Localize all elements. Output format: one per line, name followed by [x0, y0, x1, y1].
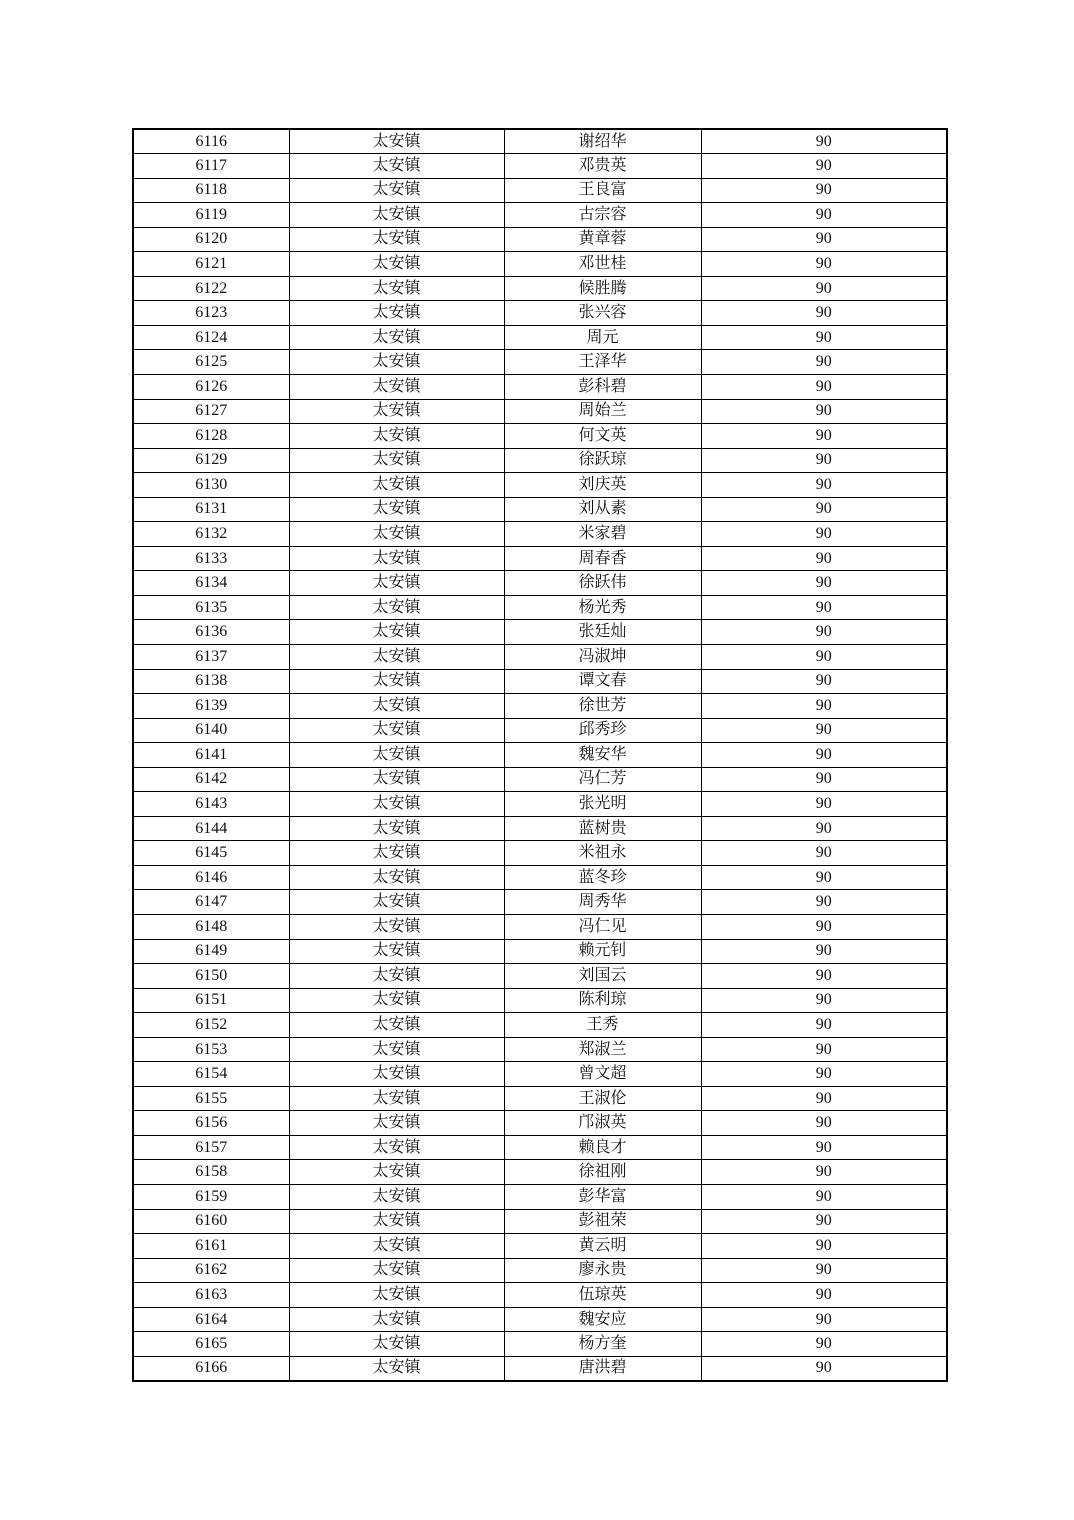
- table-row: [133, 1037, 947, 1062]
- town-cell: 太安镇: [289, 252, 504, 277]
- serial-number-cell: 6152: [133, 1013, 289, 1038]
- serial-number-cell: 6141: [133, 743, 289, 768]
- name-cell: 冯淑坤: [504, 644, 701, 669]
- name-cell: 徐跃琼: [504, 448, 701, 473]
- name-cell: 冯仁见: [504, 915, 701, 940]
- score-cell: 90: [701, 669, 947, 694]
- town-cell: 太安镇: [289, 178, 504, 203]
- town-cell: 太安镇: [289, 203, 504, 228]
- score-cell: 90: [701, 129, 947, 154]
- name-cell: 彭祖荣: [504, 1209, 701, 1234]
- serial-number-cell: 6157: [133, 1135, 289, 1160]
- score-cell: 90: [701, 522, 947, 547]
- score-cell: 90: [701, 767, 947, 792]
- score-cell: 90: [701, 988, 947, 1013]
- score-cell: 90: [701, 964, 947, 989]
- table-row: [133, 301, 947, 326]
- name-cell: 邱秀珍: [504, 718, 701, 743]
- name-cell: 唐洪碧: [504, 1356, 701, 1381]
- name-cell: 周秀华: [504, 890, 701, 915]
- name-cell: 魏安应: [504, 1307, 701, 1332]
- name-cell: 古宗容: [504, 203, 701, 228]
- town-cell: 太安镇: [289, 644, 504, 669]
- town-cell: 太安镇: [289, 743, 504, 768]
- serial-number-cell: 6164: [133, 1307, 289, 1332]
- town-cell: 太安镇: [289, 448, 504, 473]
- table-row: [133, 129, 947, 154]
- score-cell: 90: [701, 1160, 947, 1185]
- table-row: [133, 1283, 947, 1308]
- score-cell: 90: [701, 252, 947, 277]
- town-cell: 太安镇: [289, 154, 504, 179]
- town-cell: 太安镇: [289, 276, 504, 301]
- score-cell: 90: [701, 301, 947, 326]
- name-cell: 蓝树贵: [504, 816, 701, 841]
- town-cell: 太安镇: [289, 694, 504, 719]
- name-cell: 王秀: [504, 1013, 701, 1038]
- table-row: [133, 252, 947, 277]
- serial-number-cell: 6144: [133, 816, 289, 841]
- score-cell: 90: [701, 939, 947, 964]
- name-cell: 米家碧: [504, 522, 701, 547]
- table-row: [133, 1258, 947, 1283]
- serial-number-cell: 6165: [133, 1332, 289, 1357]
- town-cell: 太安镇: [289, 399, 504, 424]
- serial-number-cell: 6117: [133, 154, 289, 179]
- score-cell: 90: [701, 546, 947, 571]
- table-row: [133, 571, 947, 596]
- town-cell: 太安镇: [289, 374, 504, 399]
- table-row: [133, 497, 947, 522]
- table-row: [133, 1209, 947, 1234]
- score-cell: 90: [701, 399, 947, 424]
- serial-number-cell: 6129: [133, 448, 289, 473]
- town-cell: 太安镇: [289, 325, 504, 350]
- town-cell: 太安镇: [289, 939, 504, 964]
- score-cell: 90: [701, 694, 947, 719]
- score-cell: 90: [701, 1307, 947, 1332]
- table-row: [133, 227, 947, 252]
- serial-number-cell: 6123: [133, 301, 289, 326]
- town-cell: 太安镇: [289, 1160, 504, 1185]
- serial-number-cell: 6158: [133, 1160, 289, 1185]
- name-cell: 赖良才: [504, 1135, 701, 1160]
- name-cell: 张廷灿: [504, 620, 701, 645]
- table-row: [133, 939, 947, 964]
- table-row: [133, 1356, 947, 1381]
- name-cell: 彭科碧: [504, 374, 701, 399]
- table-row: [133, 1111, 947, 1136]
- town-cell: 太安镇: [289, 571, 504, 596]
- serial-number-cell: 6135: [133, 595, 289, 620]
- town-cell: 太安镇: [289, 669, 504, 694]
- town-cell: 太安镇: [289, 792, 504, 817]
- name-cell: 刘从素: [504, 497, 701, 522]
- town-cell: 太安镇: [289, 718, 504, 743]
- serial-number-cell: 6128: [133, 424, 289, 449]
- serial-number-cell: 6131: [133, 497, 289, 522]
- town-cell: 太安镇: [289, 1135, 504, 1160]
- name-cell: 冯仁芳: [504, 767, 701, 792]
- table-row: [133, 1086, 947, 1111]
- score-cell: 90: [701, 743, 947, 768]
- town-cell: 太安镇: [289, 816, 504, 841]
- town-cell: 太安镇: [289, 301, 504, 326]
- serial-number-cell: 6118: [133, 178, 289, 203]
- name-cell: 徐祖刚: [504, 1160, 701, 1185]
- serial-number-cell: 6139: [133, 694, 289, 719]
- town-cell: 太安镇: [289, 620, 504, 645]
- table-row: [133, 374, 947, 399]
- table-row: [133, 1185, 947, 1210]
- score-cell: 90: [701, 424, 947, 449]
- name-cell: 邓贵英: [504, 154, 701, 179]
- score-cell: 90: [701, 227, 947, 252]
- table-row: [133, 1062, 947, 1087]
- score-cell: 90: [701, 620, 947, 645]
- name-cell: 米祖永: [504, 841, 701, 866]
- serial-number-cell: 6159: [133, 1185, 289, 1210]
- serial-number-cell: 6149: [133, 939, 289, 964]
- town-cell: 太安镇: [289, 767, 504, 792]
- score-cell: 90: [701, 1062, 947, 1087]
- name-cell: 谭文春: [504, 669, 701, 694]
- score-cell: 90: [701, 325, 947, 350]
- serial-number-cell: 6134: [133, 571, 289, 596]
- score-cell: 90: [701, 1086, 947, 1111]
- name-cell: 王良富: [504, 178, 701, 203]
- town-cell: 太安镇: [289, 595, 504, 620]
- name-cell: 王淑伦: [504, 1086, 701, 1111]
- table-row: [133, 890, 947, 915]
- town-cell: 太安镇: [289, 1209, 504, 1234]
- score-cell: 90: [701, 1135, 947, 1160]
- name-cell: 彭华富: [504, 1185, 701, 1210]
- name-cell: 伍琼英: [504, 1283, 701, 1308]
- table-row: [133, 595, 947, 620]
- table-row: [133, 325, 947, 350]
- serial-number-cell: 6122: [133, 276, 289, 301]
- name-cell: 曾文超: [504, 1062, 701, 1087]
- table-row: [133, 203, 947, 228]
- table-row: [133, 1234, 947, 1259]
- serial-number-cell: 6151: [133, 988, 289, 1013]
- serial-number-cell: 6116: [133, 129, 289, 154]
- town-cell: 太安镇: [289, 988, 504, 1013]
- score-cell: 90: [701, 816, 947, 841]
- town-cell: 太安镇: [289, 890, 504, 915]
- name-cell: 周元: [504, 325, 701, 350]
- table-row: [133, 816, 947, 841]
- serial-number-cell: 6153: [133, 1037, 289, 1062]
- score-cell: 90: [701, 1258, 947, 1283]
- score-cell: 90: [701, 203, 947, 228]
- serial-number-cell: 6156: [133, 1111, 289, 1136]
- name-cell: 黄云明: [504, 1234, 701, 1259]
- serial-number-cell: 6127: [133, 399, 289, 424]
- table-row: [133, 767, 947, 792]
- town-cell: 太安镇: [289, 1234, 504, 1259]
- score-cell: 90: [701, 1185, 947, 1210]
- score-cell: 90: [701, 865, 947, 890]
- table-row: [133, 865, 947, 890]
- serial-number-cell: 6148: [133, 915, 289, 940]
- table-row: [133, 424, 947, 449]
- name-cell: 刘国云: [504, 964, 701, 989]
- name-cell: 张兴容: [504, 301, 701, 326]
- town-cell: 太安镇: [289, 1037, 504, 1062]
- name-cell: 杨方奎: [504, 1332, 701, 1357]
- name-cell: 刘庆英: [504, 473, 701, 498]
- score-cell: 90: [701, 1356, 947, 1381]
- town-cell: 太安镇: [289, 1258, 504, 1283]
- table-row: [133, 718, 947, 743]
- score-cell: 90: [701, 1332, 947, 1357]
- town-cell: 太安镇: [289, 424, 504, 449]
- town-cell: 太安镇: [289, 1062, 504, 1087]
- town-cell: 太安镇: [289, 915, 504, 940]
- table-row: [133, 1013, 947, 1038]
- name-cell: 杨光秀: [504, 595, 701, 620]
- table-row: [133, 841, 947, 866]
- score-cell: 90: [701, 1037, 947, 1062]
- serial-number-cell: 6133: [133, 546, 289, 571]
- name-cell: 黄章蓉: [504, 227, 701, 252]
- name-cell: 谢绍华: [504, 129, 701, 154]
- serial-number-cell: 6146: [133, 865, 289, 890]
- town-cell: 太安镇: [289, 546, 504, 571]
- score-table-body: [133, 129, 947, 1381]
- name-cell: 周春香: [504, 546, 701, 571]
- table-row: [133, 473, 947, 498]
- table-row: [133, 915, 947, 940]
- town-cell: 太安镇: [289, 841, 504, 866]
- town-cell: 太安镇: [289, 522, 504, 547]
- serial-number-cell: 6137: [133, 644, 289, 669]
- table-row: [133, 1332, 947, 1357]
- town-cell: 太安镇: [289, 350, 504, 375]
- town-cell: 太安镇: [289, 497, 504, 522]
- serial-number-cell: 6162: [133, 1258, 289, 1283]
- serial-number-cell: 6147: [133, 890, 289, 915]
- serial-number-cell: 6125: [133, 350, 289, 375]
- name-cell: 陈利琼: [504, 988, 701, 1013]
- serial-number-cell: 6160: [133, 1209, 289, 1234]
- score-cell: 90: [701, 1013, 947, 1038]
- name-cell: 王泽华: [504, 350, 701, 375]
- serial-number-cell: 6150: [133, 964, 289, 989]
- name-cell: 郑淑兰: [504, 1037, 701, 1062]
- town-cell: 太安镇: [289, 1283, 504, 1308]
- table-row: [133, 522, 947, 547]
- name-cell: 周始兰: [504, 399, 701, 424]
- score-cell: 90: [701, 792, 947, 817]
- table-row: [133, 448, 947, 473]
- score-cell: 90: [701, 1111, 947, 1136]
- serial-number-cell: 6154: [133, 1062, 289, 1087]
- table-row: [133, 792, 947, 817]
- table-row: [133, 1135, 947, 1160]
- name-cell: 赖元钊: [504, 939, 701, 964]
- table-row: [133, 644, 947, 669]
- town-cell: 太安镇: [289, 1086, 504, 1111]
- serial-number-cell: 6124: [133, 325, 289, 350]
- table-row: [133, 546, 947, 571]
- table-row: [133, 964, 947, 989]
- serial-number-cell: 6130: [133, 473, 289, 498]
- score-cell: 90: [701, 571, 947, 596]
- table-row: [133, 743, 947, 768]
- serial-number-cell: 6143: [133, 792, 289, 817]
- score-cell: 90: [701, 276, 947, 301]
- score-cell: 90: [701, 448, 947, 473]
- serial-number-cell: 6161: [133, 1234, 289, 1259]
- serial-number-cell: 6136: [133, 620, 289, 645]
- table-row: [133, 276, 947, 301]
- serial-number-cell: 6132: [133, 522, 289, 547]
- name-cell: 邝淑英: [504, 1111, 701, 1136]
- table-row: [133, 1307, 947, 1332]
- name-cell: 魏安华: [504, 743, 701, 768]
- name-cell: 何文英: [504, 424, 701, 449]
- score-cell: 90: [701, 497, 947, 522]
- serial-number-cell: 6140: [133, 718, 289, 743]
- town-cell: 太安镇: [289, 964, 504, 989]
- town-cell: 太安镇: [289, 473, 504, 498]
- score-cell: 90: [701, 595, 947, 620]
- town-cell: 太安镇: [289, 1307, 504, 1332]
- serial-number-cell: 6120: [133, 227, 289, 252]
- table-row: [133, 154, 947, 179]
- serial-number-cell: 6145: [133, 841, 289, 866]
- table-row: [133, 694, 947, 719]
- score-cell: 90: [701, 841, 947, 866]
- town-cell: 太安镇: [289, 1013, 504, 1038]
- table-row: [133, 620, 947, 645]
- score-cell: 90: [701, 374, 947, 399]
- table-row: [133, 669, 947, 694]
- town-cell: 太安镇: [289, 227, 504, 252]
- serial-number-cell: 6119: [133, 203, 289, 228]
- name-cell: 邓世桂: [504, 252, 701, 277]
- name-cell: 蓝冬珍: [504, 865, 701, 890]
- score-cell: 90: [701, 154, 947, 179]
- name-cell: 候胜腾: [504, 276, 701, 301]
- town-cell: 太安镇: [289, 129, 504, 154]
- name-cell: 徐跃伟: [504, 571, 701, 596]
- town-cell: 太安镇: [289, 865, 504, 890]
- table-row: [133, 178, 947, 203]
- score-table: [132, 128, 948, 1382]
- name-cell: 徐世芳: [504, 694, 701, 719]
- town-cell: 太安镇: [289, 1111, 504, 1136]
- table-row: [133, 350, 947, 375]
- serial-number-cell: 6138: [133, 669, 289, 694]
- town-cell: 太安镇: [289, 1332, 504, 1357]
- score-cell: 90: [701, 1283, 947, 1308]
- score-cell: 90: [701, 718, 947, 743]
- serial-number-cell: 6142: [133, 767, 289, 792]
- score-cell: 90: [701, 178, 947, 203]
- score-cell: 90: [701, 890, 947, 915]
- serial-number-cell: 6166: [133, 1356, 289, 1381]
- score-cell: 90: [701, 915, 947, 940]
- score-cell: 90: [701, 1209, 947, 1234]
- town-cell: 太安镇: [289, 1356, 504, 1381]
- town-cell: 太安镇: [289, 1185, 504, 1210]
- name-cell: 张光明: [504, 792, 701, 817]
- serial-number-cell: 6126: [133, 374, 289, 399]
- score-cell: 90: [701, 1234, 947, 1259]
- table-row: [133, 1160, 947, 1185]
- score-cell: 90: [701, 473, 947, 498]
- table-row: [133, 399, 947, 424]
- score-cell: 90: [701, 644, 947, 669]
- score-cell: 90: [701, 350, 947, 375]
- serial-number-cell: 6163: [133, 1283, 289, 1308]
- serial-number-cell: 6121: [133, 252, 289, 277]
- serial-number-cell: 6155: [133, 1086, 289, 1111]
- table-row: [133, 988, 947, 1013]
- name-cell: 廖永贵: [504, 1258, 701, 1283]
